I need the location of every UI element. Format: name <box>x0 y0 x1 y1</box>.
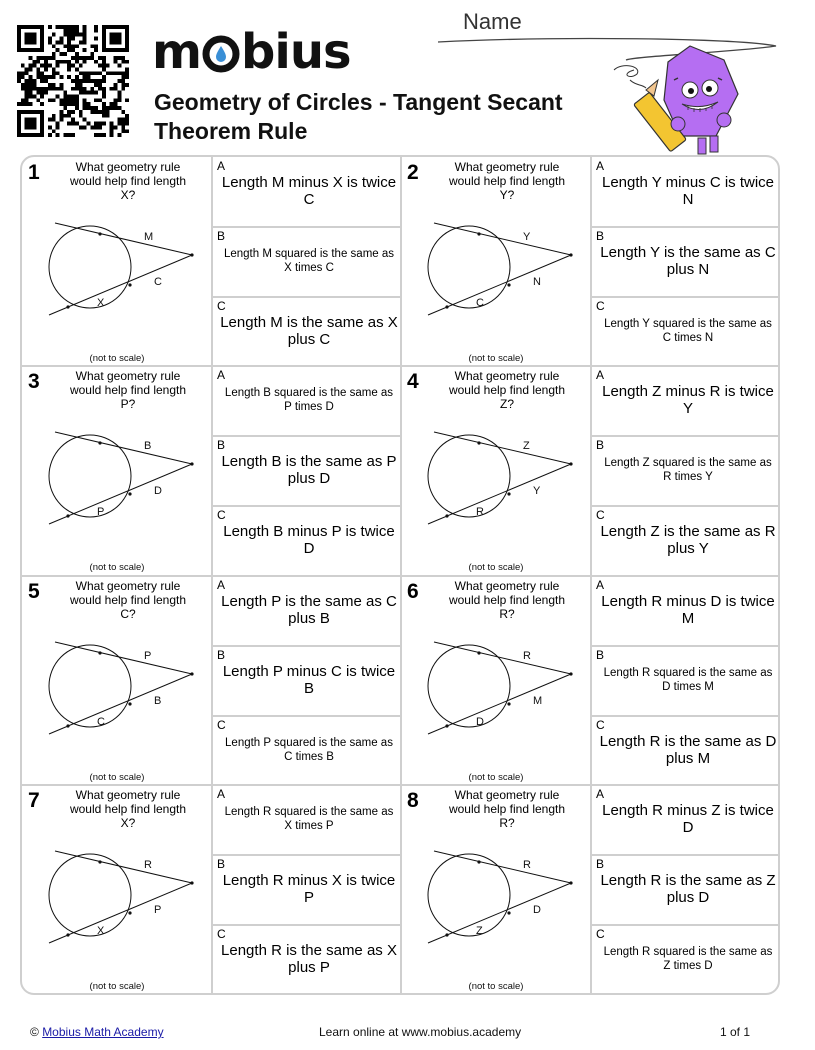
tangent-line <box>434 223 571 255</box>
option-text: Length Y squared is the same as C times N <box>604 318 772 344</box>
point-dot <box>66 305 69 308</box>
question-grid <box>20 155 780 995</box>
point-dot <box>569 672 572 675</box>
segment-label: D <box>533 904 541 916</box>
segment-label: P <box>154 904 162 916</box>
answer-option-b[interactable] <box>212 646 400 714</box>
option-text: Length Z minus R is twice Y <box>602 383 774 417</box>
option-letter: B <box>217 857 226 871</box>
mascot-pencil-creature-icon <box>612 40 752 158</box>
not-to-scale-note: (not to scale) <box>89 353 145 364</box>
answer-option-a[interactable] <box>212 366 400 434</box>
segment-label: M <box>533 695 543 707</box>
question-text: What geometry rule would help find length R? <box>448 788 566 830</box>
answer-option-b[interactable] <box>591 227 779 295</box>
tangent-secant-diagram <box>419 209 579 319</box>
tangent-secant-diagram <box>40 209 200 319</box>
tangent-secant-diagram <box>40 418 200 528</box>
point-dot <box>98 860 101 863</box>
point-dot <box>569 881 572 884</box>
question-number: 6 <box>407 580 419 603</box>
option-text: Length R minus D is twice M <box>601 593 775 627</box>
point-dot <box>128 702 131 705</box>
answer-option-a[interactable] <box>212 157 400 225</box>
option-text: Length R squared is the same as Z times D <box>603 946 773 972</box>
segment-label: R <box>476 506 484 518</box>
segment-label: X <box>97 297 105 309</box>
option-letter: A <box>217 159 226 173</box>
tangent-secant-diagram <box>40 628 200 738</box>
segment-label: M <box>144 231 154 243</box>
point-dot <box>477 651 480 654</box>
option-letter: B <box>596 648 605 662</box>
point-dot <box>507 492 510 495</box>
question-number: 4 <box>407 370 419 393</box>
not-to-scale-note: (not to scale) <box>89 772 145 783</box>
question-5 <box>22 576 401 785</box>
tangent-line <box>55 223 192 255</box>
worksheet-title: Geometry of Circles - Tangent Secant Theorem Rule <box>154 89 563 144</box>
question-3 <box>22 366 401 575</box>
option-letter: B <box>217 438 226 452</box>
qr-code[interactable] <box>17 25 129 137</box>
question-text: What geometry rule would help find length C? <box>69 579 187 621</box>
answer-option-b[interactable] <box>591 436 779 504</box>
tangent-secant-diagram <box>419 628 579 738</box>
option-letter: A <box>596 787 605 801</box>
answer-option-c[interactable] <box>591 297 779 365</box>
option-text: Length Z squared is the same as R times Y <box>604 457 772 483</box>
point-dot <box>66 724 69 727</box>
tangent-line <box>55 432 192 464</box>
segment-label: Z <box>476 925 483 937</box>
option-text: Length P is the same as C plus B <box>221 593 397 627</box>
answer-option-c[interactable] <box>591 506 779 574</box>
point-dot <box>445 933 448 936</box>
question-number: 7 <box>28 789 40 812</box>
question-2 <box>401 157 780 366</box>
point-dot <box>128 492 131 495</box>
option-letter: C <box>217 299 226 313</box>
option-text: Length R squared is the same as X times P <box>224 806 394 832</box>
option-letter: A <box>596 368 605 382</box>
option-text: Length Z is the same as R plus Y <box>600 523 776 557</box>
mobius-logo: m bius <box>152 24 351 80</box>
answer-option-b[interactable] <box>212 227 400 295</box>
page-number: 1 of 1 <box>720 1025 751 1039</box>
answer-option-a[interactable] <box>212 785 400 853</box>
option-letter: A <box>596 159 605 173</box>
option-letter: C <box>596 508 605 522</box>
point-dot <box>190 672 193 675</box>
point-dot <box>445 724 448 727</box>
column-divider <box>590 157 592 366</box>
option-text: Length R is the same as X plus P <box>221 942 397 976</box>
answer-option-a[interactable] <box>591 785 779 853</box>
secant-line <box>49 674 192 734</box>
segment-label: B <box>154 695 162 707</box>
answer-option-b[interactable] <box>591 855 779 923</box>
question-number: 2 <box>407 161 419 184</box>
secant-line <box>428 883 571 943</box>
option-text: Length R minus X is twice P <box>222 872 396 906</box>
footer-copyright: © Mobius Math Academy <box>30 1025 164 1039</box>
option-text: Length P minus C is twice B <box>222 663 396 697</box>
point-dot <box>190 253 193 256</box>
option-letter: B <box>217 229 226 243</box>
answer-option-b[interactable] <box>212 436 400 504</box>
question-text: What geometry rule would help find length X? <box>69 160 187 202</box>
option-letter: B <box>217 648 226 662</box>
segment-label: Y <box>533 485 541 497</box>
question-text: What geometry rule would help find length R? <box>448 579 566 621</box>
tangent-line <box>434 851 571 883</box>
question-8 <box>401 785 780 994</box>
segment-label: P <box>144 650 152 662</box>
point-dot <box>190 881 193 884</box>
segment-label: R <box>523 859 531 871</box>
point-dot <box>66 514 69 517</box>
tangent-line <box>55 642 192 674</box>
column-divider <box>590 576 592 785</box>
option-text: Length B is the same as P plus D <box>221 453 397 487</box>
answer-option-b[interactable] <box>212 855 400 923</box>
point-dot <box>66 933 69 936</box>
point-dot <box>190 462 193 465</box>
segment-label: C <box>97 716 105 728</box>
point-dot <box>98 651 101 654</box>
column-divider <box>211 157 213 366</box>
segment-label: D <box>476 716 484 728</box>
question-7 <box>22 785 401 994</box>
answer-option-c[interactable] <box>212 506 400 574</box>
point-dot <box>507 702 510 705</box>
point-dot <box>98 441 101 444</box>
segment-label: C <box>154 276 162 288</box>
segment-label: R <box>523 650 531 662</box>
answer-option-c[interactable] <box>591 925 779 993</box>
secant-line <box>49 883 192 943</box>
point-dot <box>507 283 510 286</box>
question-1 <box>22 157 401 366</box>
point-dot <box>477 860 480 863</box>
answer-option-c[interactable] <box>212 925 400 993</box>
point-dot <box>445 514 448 517</box>
option-letter: A <box>217 578 226 592</box>
segment-label: B <box>144 440 152 452</box>
not-to-scale-note: (not to scale) <box>468 981 524 992</box>
option-letter: A <box>596 578 605 592</box>
column-divider <box>211 366 213 575</box>
option-letter: B <box>596 438 605 452</box>
question-6 <box>401 576 780 785</box>
footer-learn-online: Learn online at www.mobius.academy <box>319 1025 522 1039</box>
tangent-line <box>434 642 571 674</box>
question-number: 8 <box>407 789 419 812</box>
option-letter: C <box>596 927 605 941</box>
option-letter: C <box>596 299 605 313</box>
question-number: 5 <box>28 580 40 603</box>
not-to-scale-note: (not to scale) <box>468 353 524 364</box>
segment-label: Y <box>523 231 531 243</box>
secant-line <box>49 255 192 315</box>
question-number: 3 <box>28 370 40 393</box>
option-text: Length Y minus C is twice N <box>601 174 775 208</box>
point-dot <box>445 305 448 308</box>
column-divider <box>211 785 213 994</box>
question-text: What geometry rule would help find length P? <box>69 369 187 411</box>
not-to-scale-note: (not to scale) <box>89 562 145 573</box>
point-dot <box>128 911 131 914</box>
option-letter: C <box>217 508 226 522</box>
point-dot <box>507 911 510 914</box>
not-to-scale-note: (not to scale) <box>468 772 524 783</box>
secant-line <box>428 464 571 524</box>
point-dot <box>569 462 572 465</box>
question-text: What geometry rule would help find length Z? <box>448 369 566 411</box>
option-text: Length B minus P is twice D <box>223 523 395 557</box>
segment-label: P <box>97 506 105 518</box>
option-letter: C <box>217 718 226 732</box>
option-text: Length Y is the same as C plus N <box>600 244 776 278</box>
option-letter: C <box>596 718 605 732</box>
answer-option-a[interactable] <box>591 366 779 434</box>
name-label: Name <box>463 9 522 34</box>
column-divider <box>590 785 592 994</box>
logo-o-droplet-icon <box>201 34 241 74</box>
secant-line <box>428 255 571 315</box>
segment-label: Z <box>523 440 530 452</box>
segment-label: X <box>97 925 105 937</box>
point-dot <box>128 283 131 286</box>
option-text: Length M is the same as X plus C <box>220 314 398 348</box>
secant-line <box>49 464 192 524</box>
option-text: Length R is the same as Z plus D <box>600 872 776 906</box>
question-text: What geometry rule would help find length Y? <box>448 160 566 202</box>
tangent-line <box>434 432 571 464</box>
not-to-scale-note: (not to scale) <box>89 981 145 992</box>
option-text: Length P squared is the same as C times B <box>225 737 393 763</box>
option-text: Length R is the same as D plus M <box>599 733 777 767</box>
option-text: Length M squared is the same as X times C <box>223 248 395 274</box>
option-text: Length R minus Z is twice D <box>602 802 774 836</box>
center-divider <box>400 157 402 995</box>
option-text: Length B squared is the same as P times D <box>224 387 394 413</box>
answer-option-c[interactable] <box>591 716 779 784</box>
point-dot <box>98 232 101 235</box>
point-dot <box>477 441 480 444</box>
column-divider <box>211 576 213 785</box>
question-text: What geometry rule would help find length X? <box>69 788 187 830</box>
segment-label: R <box>144 859 152 871</box>
segment-label: C <box>476 297 484 309</box>
option-text: Length R squared is the same as D times M <box>603 667 773 693</box>
option-text: Length M minus X is twice C <box>221 174 397 208</box>
tangent-secant-diagram <box>40 837 200 947</box>
point-dot <box>477 232 480 235</box>
column-divider <box>590 366 592 575</box>
answer-option-a[interactable] <box>591 157 779 225</box>
option-letter: C <box>217 927 226 941</box>
not-to-scale-note: (not to scale) <box>468 562 524 573</box>
answer-option-b[interactable] <box>591 646 779 714</box>
segment-label: N <box>533 276 541 288</box>
answer-option-a[interactable] <box>212 576 400 644</box>
option-letter: A <box>217 368 226 382</box>
question-4 <box>401 366 780 575</box>
secant-line <box>428 674 571 734</box>
tangent-line <box>55 851 192 883</box>
tangent-secant-diagram <box>419 418 579 528</box>
option-letter: B <box>596 229 605 243</box>
answer-option-c[interactable] <box>212 297 400 365</box>
tangent-secant-diagram <box>419 837 579 947</box>
option-letter: B <box>596 857 605 871</box>
point-dot <box>569 253 572 256</box>
option-letter: A <box>217 787 226 801</box>
segment-label: D <box>154 485 162 497</box>
answer-option-c[interactable] <box>212 716 400 784</box>
academy-link[interactable]: Mobius Math Academy <box>42 1025 164 1039</box>
question-number: 1 <box>28 161 40 184</box>
answer-option-a[interactable] <box>591 576 779 644</box>
